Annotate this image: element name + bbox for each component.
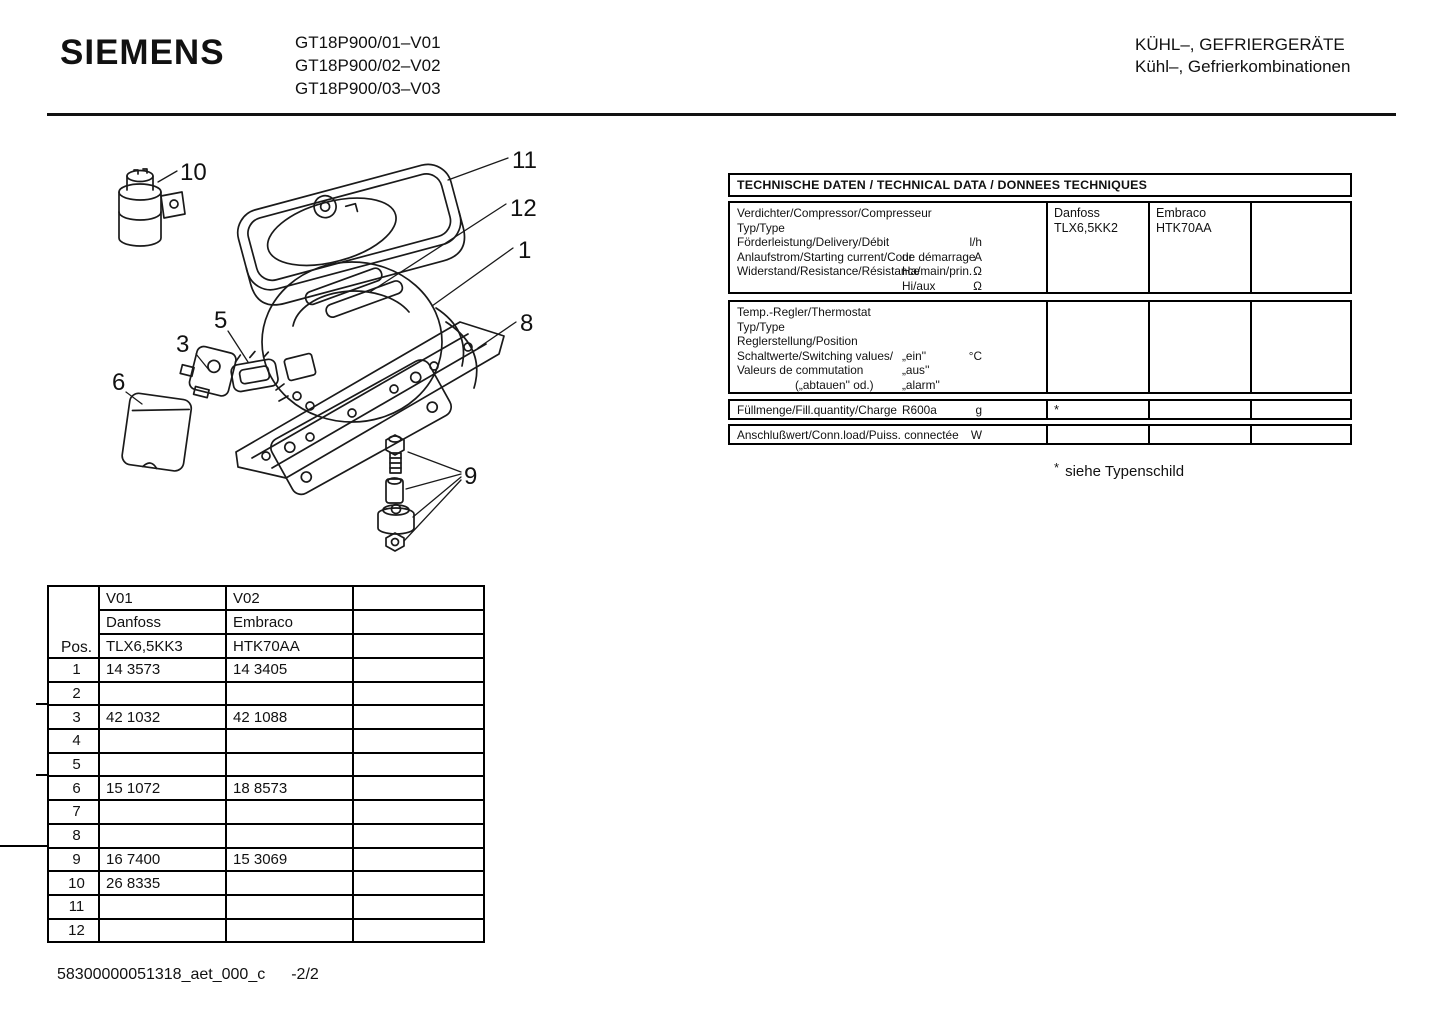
pos-cell: 4 [48, 729, 99, 753]
spec-sublabel: Hi/aux [902, 278, 936, 293]
brand-header-danfoss: Danfoss [99, 610, 226, 634]
spec-label: Valeurs de commutation [737, 363, 864, 378]
spec-label: Förderleistung/Delivery/Débit [737, 235, 890, 250]
spec-row [730, 279, 1350, 294]
spec-sublabel: de démarrage [902, 249, 976, 264]
table-row [48, 682, 484, 706]
part-label-8: 8 [520, 310, 534, 337]
spec-row [730, 221, 1350, 236]
part-label-10: 10 [180, 159, 207, 186]
part-number-v01 [99, 800, 226, 824]
spec-sublabel: „aus'' [902, 363, 930, 378]
spec-unit: °C [968, 348, 982, 363]
part-number-empty [353, 919, 484, 943]
pos-cell: 10 [48, 871, 99, 895]
footnote-text: siehe Typenschild [1065, 463, 1185, 480]
part-label-5: 5 [214, 307, 228, 334]
part-number-v02: 15 3069 [226, 848, 353, 872]
part-number-v01 [99, 729, 226, 753]
tray-part [232, 159, 470, 311]
parts-header-row-type [48, 634, 484, 658]
compressor-value-embraco [1156, 206, 1212, 236]
part-number-v02 [226, 682, 353, 706]
spec-label: Temp.-Regler/Thermostat [737, 305, 871, 319]
part-number-empty [353, 776, 484, 800]
compressor-data-block [728, 201, 1352, 294]
compressor-part [262, 261, 477, 422]
brand-header-empty [353, 610, 484, 634]
compressor-type: TLX6,5KK2 [1054, 221, 1118, 235]
pos-cell: 3 [48, 705, 99, 729]
part-number-v02 [226, 729, 353, 753]
part-number-v01: 26 8335 [99, 871, 226, 895]
table-row [48, 658, 484, 682]
spec-sublabel: „ein'' [902, 348, 927, 363]
spec-row [730, 206, 1350, 221]
spec-label: Anlaufstrom/Starting current/Cour [737, 249, 913, 264]
pos-header: Pos. [48, 586, 99, 658]
fill-quantity-block [728, 399, 1352, 420]
spec-unit: l/h [969, 235, 982, 250]
spec-row [730, 264, 1350, 279]
variant-header-empty [353, 586, 484, 610]
spec-row [730, 426, 1350, 443]
part-number-v01: 16 7400 [99, 848, 226, 872]
spec-row [730, 250, 1350, 265]
exploded-view-diagram [55, 135, 565, 570]
part-number-v02 [226, 753, 353, 777]
part-number-v01 [99, 682, 226, 706]
spec-label: Reglerstellung/Position [737, 334, 858, 349]
page-number: -2/2 [291, 966, 319, 983]
cover-box-part [121, 392, 192, 472]
part-number-v02 [226, 871, 353, 895]
part-number-v02: 42 1088 [226, 705, 353, 729]
part-number-empty [353, 729, 484, 753]
table-row [48, 895, 484, 919]
part-label-9: 9 [464, 463, 478, 490]
spec-label: Typ/Type [737, 319, 785, 334]
spec-row [730, 320, 1350, 335]
row-marker-line [0, 845, 48, 847]
part-number-empty [353, 895, 484, 919]
part-label-11: 11 [512, 147, 537, 174]
page-footer [57, 966, 319, 984]
part-number-v02 [226, 824, 353, 848]
spec-row [730, 235, 1350, 250]
spec-row [730, 305, 1350, 320]
part-number-empty [353, 824, 484, 848]
part-number-v01 [99, 753, 226, 777]
spec-label: Verdichter/Compressor/Compresseur [737, 206, 932, 220]
part-number-empty [353, 658, 484, 682]
document-title-line2: Kühl–, Gefrierkombinationen [1135, 57, 1351, 76]
spec-sublabel: „alarm'' [902, 377, 940, 392]
compressor-brand: Danfoss [1054, 206, 1100, 220]
part-number-v01 [99, 895, 226, 919]
spec-unit: Ω [973, 278, 982, 293]
fill-quantity-asterisk: * [1054, 402, 1060, 417]
header-divider [47, 113, 1396, 116]
refrigerant-code: R600a [902, 402, 937, 417]
row-marker-tick [36, 703, 48, 705]
pos-cell: 11 [48, 895, 99, 919]
part-number-v01: 14 3573 [99, 658, 226, 682]
compressor-brand: Embraco [1156, 206, 1207, 220]
spec-unit: g [975, 402, 982, 417]
spec-row [730, 363, 1350, 378]
spec-sublabel: Ha/main/prin. [902, 264, 973, 279]
table-row [48, 753, 484, 777]
spec-label: Füllmenge/Fill.quantity/Charge [737, 402, 897, 417]
typenschild-footnote [1054, 460, 1184, 480]
part-label-1: 1 [518, 237, 532, 264]
brand-header-embraco: Embraco [226, 610, 353, 634]
part-label-12: 12 [510, 195, 537, 222]
part-number-v02 [226, 800, 353, 824]
part-number-v01 [99, 824, 226, 848]
part-number-empty [353, 705, 484, 729]
footnote-asterisk: * [1054, 460, 1060, 475]
spec-row [730, 334, 1350, 349]
table-row [48, 848, 484, 872]
spec-label: („abtauen'' od.) [795, 377, 874, 392]
table-row [48, 776, 484, 800]
document-title [1135, 34, 1350, 78]
part-number-empty [353, 800, 484, 824]
table-row [48, 919, 484, 943]
compressor-terminals [276, 353, 316, 410]
technical-data-title: TECHNISCHE DATEN / TECHNICAL DATA / DONNEES TECHNIQUES [728, 173, 1352, 197]
part-number-v01: 15 1072 [99, 776, 226, 800]
part-number-v02 [226, 895, 353, 919]
spec-unit: W [970, 427, 982, 442]
spec-label: Anschlußwert/Conn.load/Puiss. connectée [737, 427, 959, 442]
connection-load-block [728, 424, 1352, 445]
spec-label: Typ/Type [737, 220, 785, 235]
pos-cell: 7 [48, 800, 99, 824]
type-header-tlx: TLX6,5KK3 [99, 634, 226, 658]
thermostat-data-block [728, 300, 1352, 394]
model-number-3: GT18P900/03–V03 [295, 79, 441, 98]
part-number-empty [353, 753, 484, 777]
compressor-value-danfoss [1054, 206, 1118, 236]
model-number-2: GT18P900/02–V02 [295, 56, 441, 75]
variant-header-v02: V02 [226, 586, 353, 610]
starter-part [228, 348, 279, 392]
model-number-1: GT18P900/01–V01 [295, 33, 441, 52]
siemens-logo: SIEMENS [60, 33, 225, 72]
part-number-empty [353, 848, 484, 872]
part-number-v02 [226, 919, 353, 943]
spec-row [730, 401, 1350, 418]
part-label-6: 6 [112, 369, 126, 396]
table-row [48, 871, 484, 895]
model-numbers [295, 31, 441, 100]
spec-label: Schaltwerte/Switching values/ [737, 348, 894, 363]
part-number-v02: 18 8573 [226, 776, 353, 800]
part-label-3: 3 [176, 331, 190, 358]
pos-cell: 2 [48, 682, 99, 706]
part-number-v02: 14 3405 [226, 658, 353, 682]
type-header-htk: HTK70AA [226, 634, 353, 658]
parts-header-row-variant [48, 586, 484, 610]
table-row [48, 705, 484, 729]
parts-header-row-brand [48, 610, 484, 634]
part-number-empty [353, 682, 484, 706]
spec-row [730, 349, 1350, 364]
table-row [48, 800, 484, 824]
spec-unit: Ω [973, 264, 982, 279]
document-id: 58300000051318_aet_000_c [57, 966, 266, 983]
table-row [48, 824, 484, 848]
type-header-empty [353, 634, 484, 658]
row-marker-tick [36, 774, 48, 776]
pos-cell: 1 [48, 658, 99, 682]
filter-drier-part [119, 169, 185, 246]
variant-header-v01: V01 [99, 586, 226, 610]
part-number-v01: 42 1032 [99, 705, 226, 729]
document-title-line1: KÜHL–, GEFRIERGERÄTE [1135, 35, 1345, 54]
spec-row [730, 378, 1350, 393]
pos-cell: 8 [48, 824, 99, 848]
table-row [48, 729, 484, 753]
part-number-v01 [99, 919, 226, 943]
pos-cell: 9 [48, 848, 99, 872]
pos-cell: 6 [48, 776, 99, 800]
pos-cell: 5 [48, 753, 99, 777]
part-number-empty [353, 871, 484, 895]
pos-cell: 12 [48, 919, 99, 943]
spec-label: Widerstand/Resistance/Résistance [737, 264, 920, 279]
parts-table [47, 585, 485, 943]
compressor-type: HTK70AA [1156, 221, 1212, 235]
spec-unit: A [974, 249, 982, 264]
